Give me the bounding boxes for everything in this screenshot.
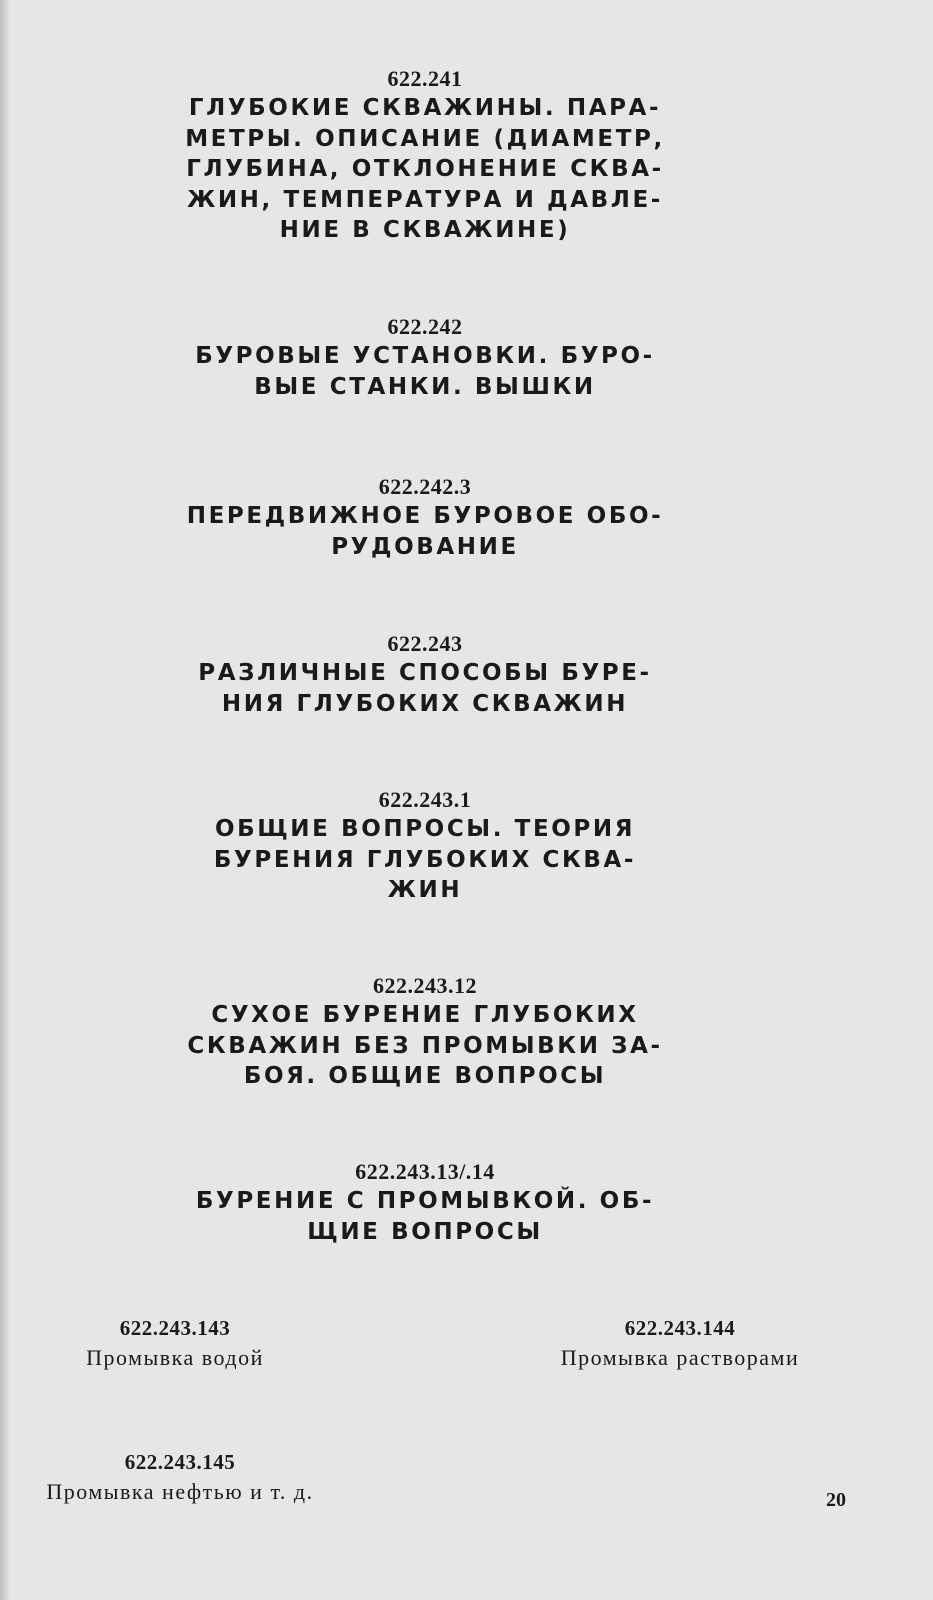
section-code: 622.243.13/.14 bbox=[355, 1159, 495, 1184]
section-622-243-12 bbox=[160, 972, 690, 1092]
subsection-code: 622.243.143 bbox=[119, 1316, 231, 1340]
page-number: 20 bbox=[826, 1489, 846, 1511]
section-622-242-3 bbox=[160, 473, 690, 562]
section-code: 622.242.3 bbox=[378, 474, 472, 499]
section-622-243-13-14 bbox=[160, 1158, 690, 1247]
subsection-622-243-143 bbox=[45, 1313, 305, 1373]
page-edge-shadow bbox=[0, 0, 10, 1600]
section-code: 622.241 bbox=[387, 66, 463, 91]
subsection-label: Промывка растворами bbox=[560, 1345, 800, 1370]
section-title: БУРОВЫЕ УСТАНОВКИ. БУРО- ВЫЕ СТАНКИ. ВЫШКИ bbox=[195, 343, 655, 400]
section-title: БУРЕНИЕ С ПРОМЫВКОЙ. ОБ- ЩИЕ ВОПРОСЫ bbox=[195, 1188, 655, 1245]
section-title: ПЕРЕДВИЖНОЕ БУРОВОЕ ОБО- РУДОВАНИЕ bbox=[186, 503, 664, 560]
section-code: 622.242 bbox=[387, 314, 463, 339]
section-title: ОБЩИЕ ВОПРОСЫ. ТЕОРИЯ БУРЕНИЯ ГЛУБОКИХ СКВА- ЖИН bbox=[213, 816, 637, 903]
section-code: 622.243.12 bbox=[373, 973, 477, 998]
section-title: РАЗЛИЧНЫЕ СПОСОБЫ БУРЕ- НИЯ ГЛУБОКИХ СКВАЖИН bbox=[198, 660, 652, 717]
section-622-242 bbox=[160, 313, 690, 402]
section-622-243 bbox=[160, 630, 690, 719]
subsection-622-243-144 bbox=[520, 1313, 840, 1373]
subsection-code: 622.243.145 bbox=[124, 1450, 236, 1474]
section-title: ГЛУБОКИЕ СКВАЖИНЫ. ПАРА- МЕТРЫ. ОПИСАНИЕ (ДИАМЕТР, ГЛУБИНА, ОТКЛОНЕНИЕ СКВА- ЖИН, ТЕМПЕРАТУРА И ДАВЛЕ- НИЕ В СКВАЖИНЕ) bbox=[185, 95, 665, 243]
subsection-code: 622.243.144 bbox=[624, 1316, 736, 1340]
section-code: 622.243.1 bbox=[378, 787, 472, 812]
section-622-241 bbox=[160, 65, 690, 246]
section-code: 622.243 bbox=[387, 631, 463, 656]
subsection-label: Промывка водой bbox=[86, 1345, 264, 1370]
section-title: СУХОЕ БУРЕНИЕ ГЛУБОКИХ СКВАЖИН БЕЗ ПРОМЫВКИ ЗА- БОЯ. ОБЩИЕ ВОПРОСЫ bbox=[187, 1002, 663, 1089]
subsection-label: Промывка нефтью и т. д. bbox=[46, 1479, 314, 1504]
subsection-622-243-145 bbox=[0, 1447, 360, 1507]
section-622-243-1 bbox=[160, 786, 690, 906]
